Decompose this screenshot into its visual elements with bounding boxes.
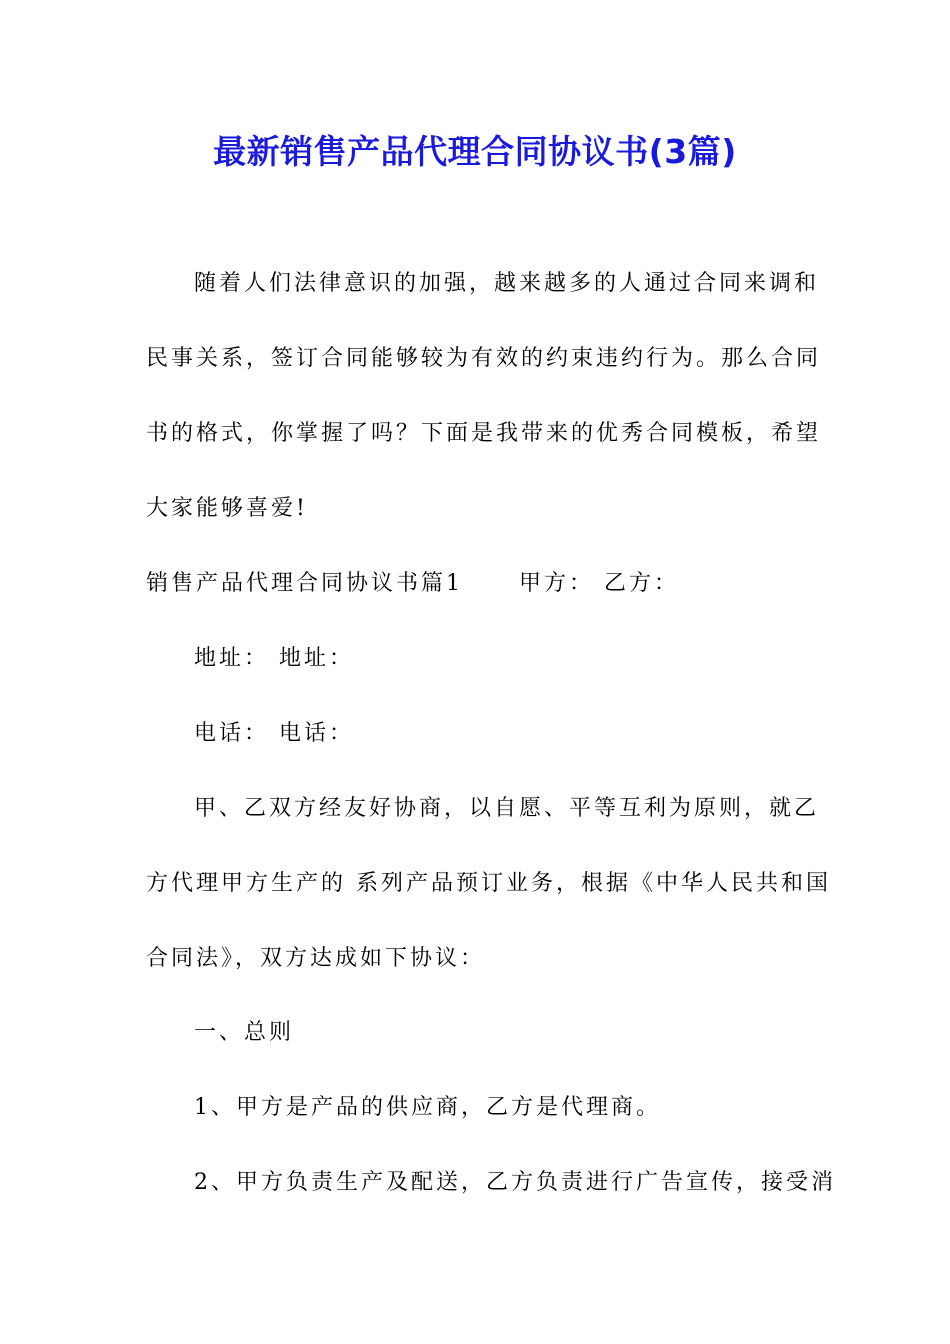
intro-line-4: 大家能够喜爱! (146, 496, 308, 521)
clause-1: 1、甲方是产品的供应商，乙方是代理商。 (194, 1095, 661, 1120)
general-heading: 一、总则 (194, 1020, 295, 1045)
phone-line: 电话： 电话： (194, 721, 354, 746)
address-line: 地址： 地址： (194, 646, 354, 671)
party-a-label: 甲方： (519, 571, 595, 596)
intro-line-2: 民事关系，签订合同能够较为有效的约束违约行为。那么合同 (146, 346, 822, 371)
party-b-label: 乙方： (604, 571, 680, 596)
intro-line-3: 书的格式，你掌握了吗？下面是我带来的优秀合同模板，希望 (146, 421, 822, 446)
section-heading-line (146, 566, 816, 602)
agreement-line-3: 合同法》，双方达成如下协议： (146, 946, 486, 971)
section-heading: 销售产品代理合同协议书篇1 (146, 571, 463, 596)
agreement-line-1: 甲、乙双方经友好协商，以自愿、平等互利为原则，就乙 (194, 796, 820, 821)
agreement-line-2: 方代理甲方生产的 系列产品预订业务，根据《中华人民共和国 (146, 871, 831, 896)
document-title: 最新销售产品代理合同协议书(3篇) (213, 132, 737, 171)
intro-line-1: 随着人们法律意识的加强，越来越多的人通过合同来调和 (194, 271, 820, 296)
clause-2: 2、甲方负责生产及配送，乙方负责进行广告宣传，接受消 (194, 1170, 836, 1195)
